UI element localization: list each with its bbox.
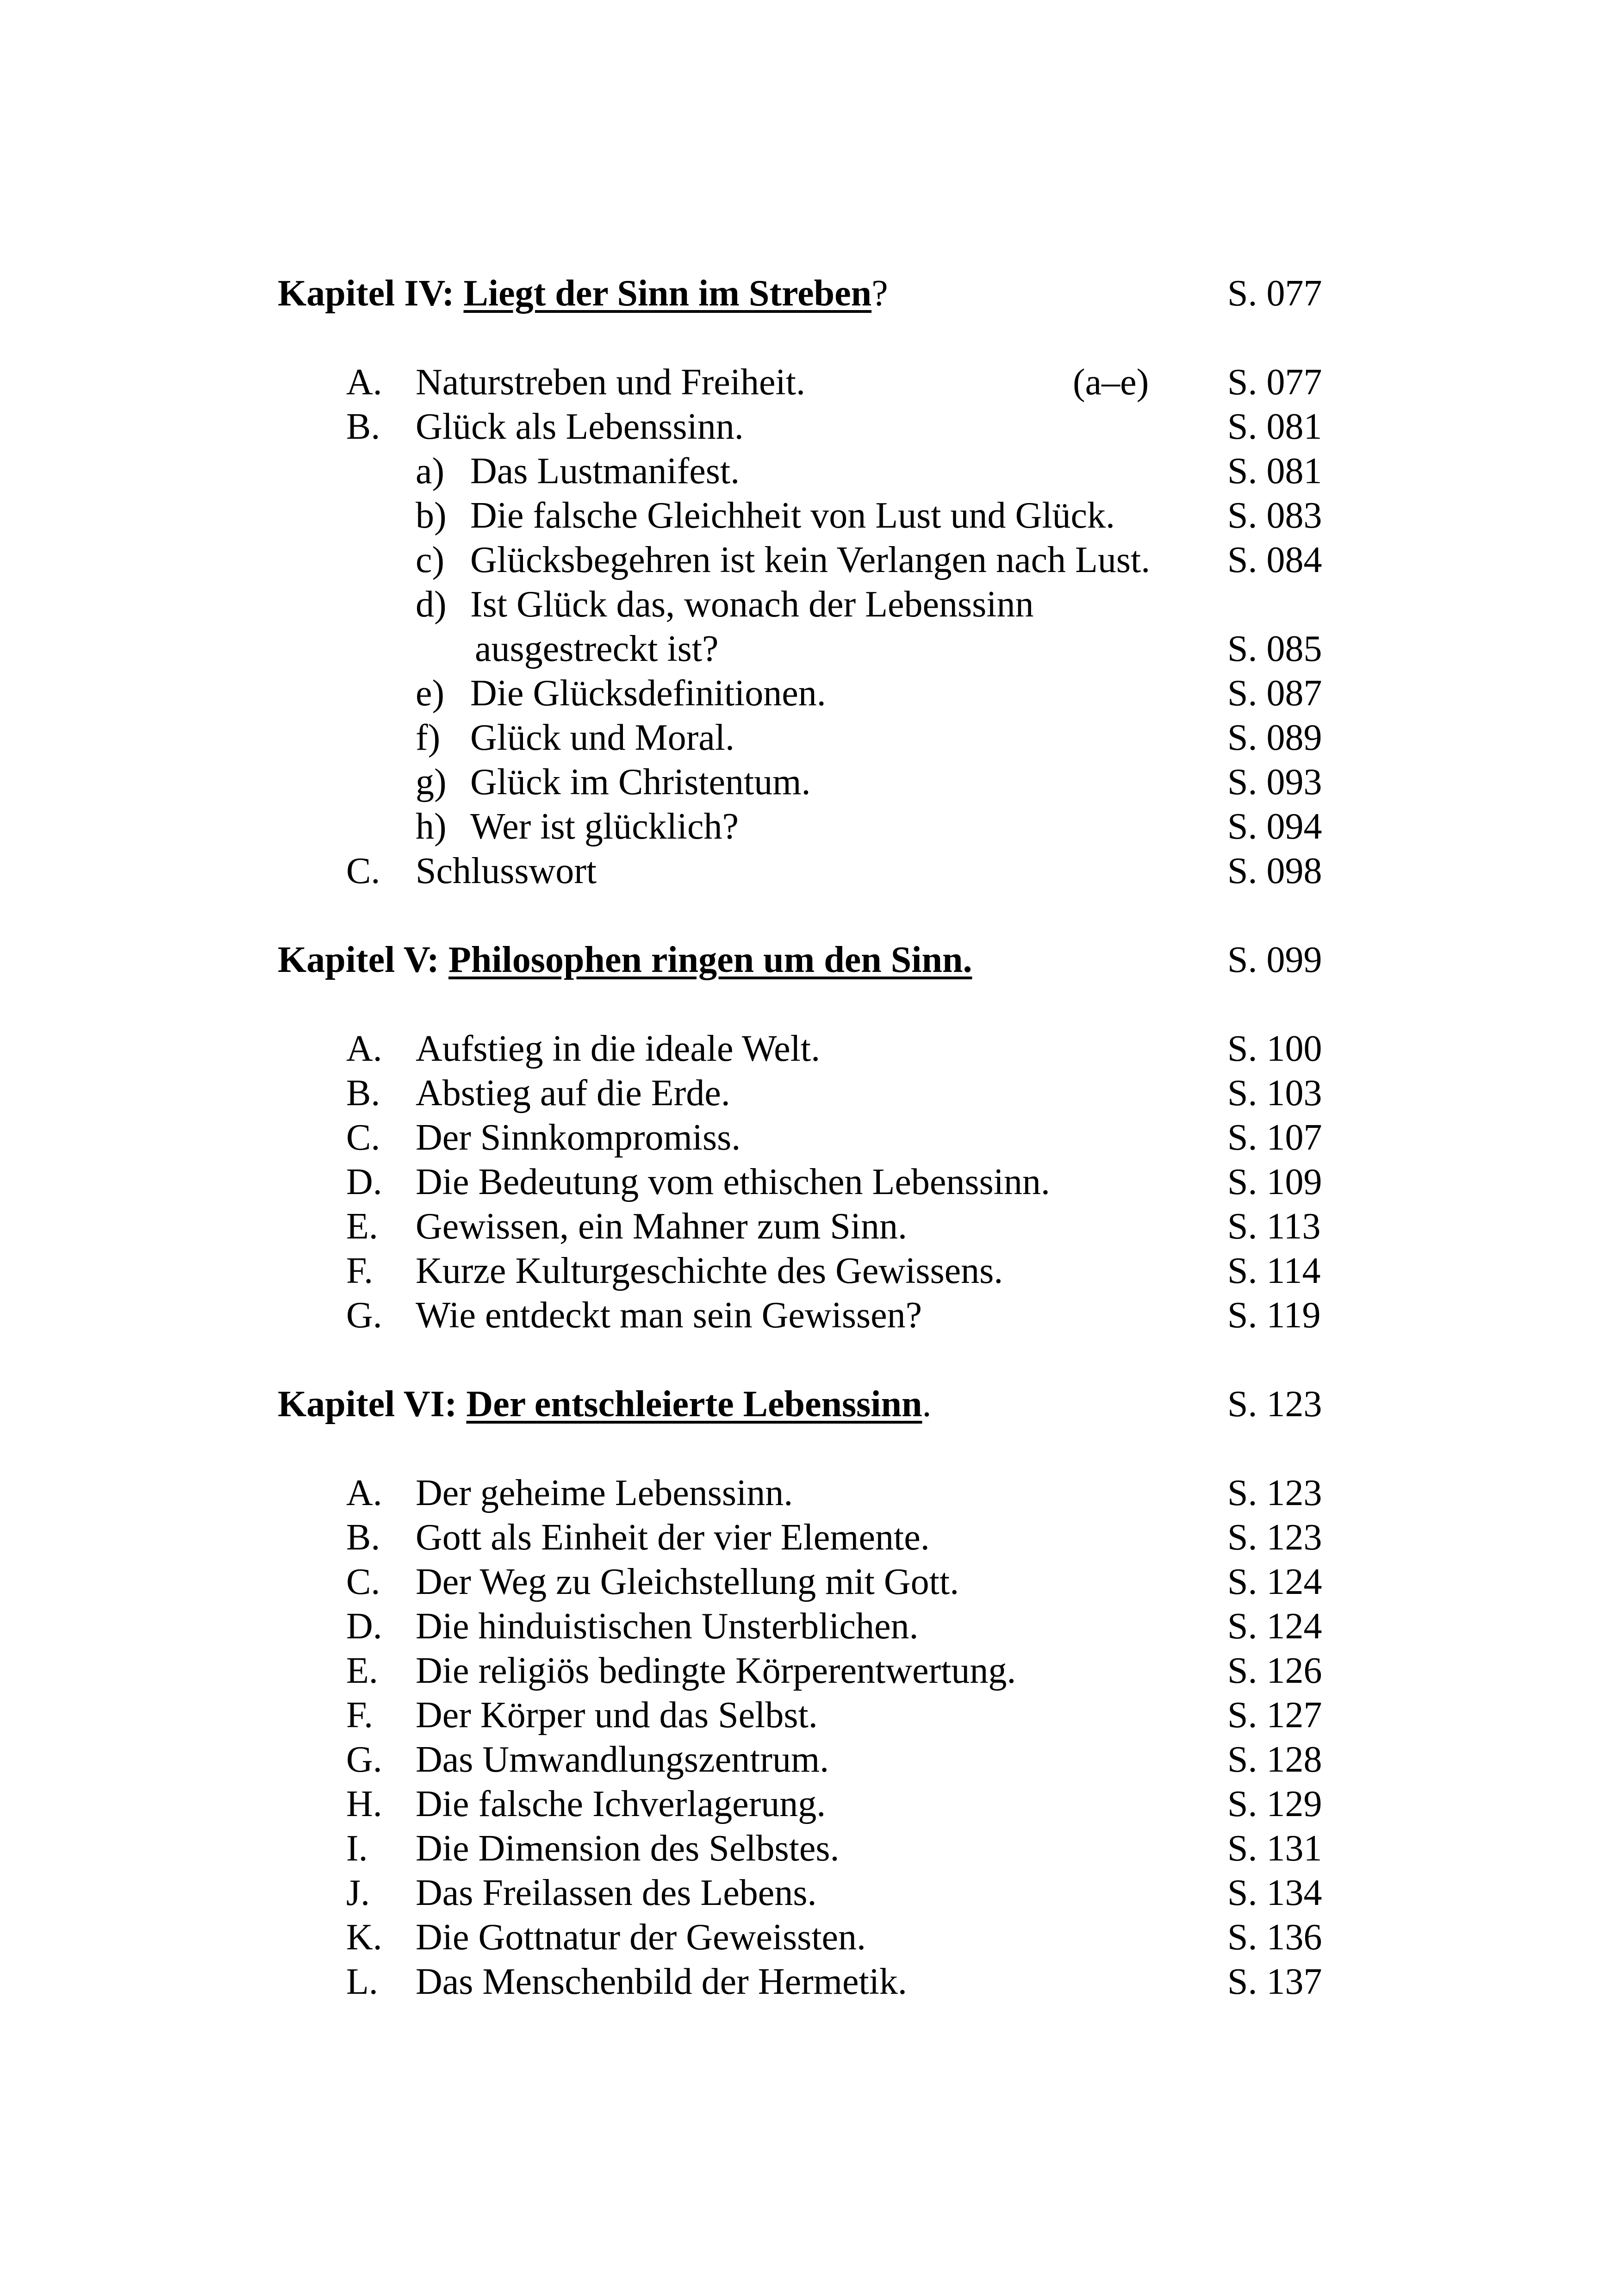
toc-entry <box>0 1960 1618 2004</box>
toc-entry <box>0 1160 1618 1204</box>
entry-title: Die hinduistischen Unsterblichen. <box>416 1606 919 1647</box>
page-number: S. 100 <box>1227 1028 1322 1069</box>
entry-letter: G. <box>346 1295 382 1336</box>
entry-title: Naturstreben und Freiheit. <box>416 362 805 403</box>
page-number: S. 123 <box>1227 1517 1322 1558</box>
subentry-letter: d) <box>416 584 447 625</box>
toc-entry <box>0 1471 1618 1515</box>
toc-entry <box>0 1693 1618 1737</box>
toc-entry <box>0 1737 1618 1782</box>
entry-letter: F. <box>346 1251 373 1291</box>
entry-letter: C. <box>346 1562 380 1602</box>
toc-entry <box>0 1826 1618 1871</box>
subentry-title: Wer ist glücklich? <box>470 806 739 847</box>
entry-letter: J. <box>346 1873 370 1913</box>
toc-entry <box>0 1204 1618 1249</box>
entry-continuation: ausgestreckt ist? <box>475 628 719 669</box>
page-number: S. 124 <box>1227 1562 1322 1602</box>
entry-letter: B. <box>346 1517 380 1558</box>
entry-letter: F. <box>346 1695 373 1736</box>
entry-title: Der geheime Lebenssinn. <box>416 1473 793 1513</box>
entry-letter: C. <box>346 1117 380 1158</box>
entry-letter: C. <box>346 851 380 891</box>
entry-letter: G. <box>346 1739 382 1780</box>
page-number: S. 129 <box>1227 1784 1322 1824</box>
entry-letter: A. <box>346 1028 382 1069</box>
toc-entry <box>0 671 1618 716</box>
subentry-title: Das Lustmanifest. <box>470 451 740 492</box>
page-number: S. 089 <box>1227 717 1322 758</box>
chapter-name: Liegt der Sinn im Streben <box>463 273 872 314</box>
page-number: S. 077 <box>1227 362 1322 403</box>
entry-letter: B. <box>346 406 380 447</box>
chapter-label: Kapitel VI: <box>278 1384 467 1425</box>
page-number: S. 081 <box>1227 406 1322 447</box>
toc-entry <box>0 449 1618 493</box>
page-number: S. 134 <box>1227 1873 1322 1913</box>
entry-title: Das Umwandlungszentrum. <box>416 1739 829 1780</box>
toc-entry <box>0 716 1618 760</box>
page-number: S. 131 <box>1227 1828 1322 1869</box>
toc-entry <box>0 493 1618 538</box>
toc-entry <box>0 404 1618 449</box>
toc-entry <box>0 538 1618 582</box>
page-number: S. 077 <box>1227 273 1322 314</box>
subentry-letter: e) <box>416 673 445 714</box>
subentry-title: Glück im Christentum. <box>470 762 811 803</box>
entry-letter: I. <box>346 1828 368 1869</box>
page-number: S. 123 <box>1227 1473 1322 1513</box>
page-number: S. 087 <box>1227 673 1322 714</box>
subentry-letter: c) <box>416 540 445 580</box>
entry-letter: D. <box>346 1162 382 1202</box>
entry-title: Gott als Einheit der vier Elemente. <box>416 1517 930 1558</box>
entry-title: Abstieg auf die Erde. <box>416 1073 730 1114</box>
entry-title: Die falsche Ichverlagerung. <box>416 1784 826 1824</box>
toc-entry <box>0 849 1618 893</box>
page-number: S. 084 <box>1227 540 1322 580</box>
page-number: S. 127 <box>1227 1695 1322 1736</box>
toc-entry <box>0 582 1618 627</box>
entry-title: Gewissen, ein Mahner zum Sinn. <box>416 1206 908 1247</box>
subentry-letter: f) <box>416 717 441 758</box>
toc-entry <box>0 360 1618 404</box>
toc-entry <box>0 1027 1618 1071</box>
toc-entry <box>0 1071 1618 1115</box>
chapter-punctuation: . <box>922 1384 932 1425</box>
subentry-title: Glücksbegehren ist kein Verlangen nach Lust. <box>470 540 1151 580</box>
entry-letter: E. <box>346 1206 378 1247</box>
subentry-title: Die falsche Gleichheit von Lust und Glück. <box>470 495 1115 536</box>
entry-title: Das Menschenbild der Hermetik. <box>416 1961 907 2002</box>
page-number: S. 114 <box>1227 1251 1321 1291</box>
toc-entry <box>0 627 1618 671</box>
entry-letter: H. <box>346 1784 382 1824</box>
page-number: S. 103 <box>1227 1073 1322 1114</box>
page-number: S. 119 <box>1227 1295 1321 1336</box>
chapter-heading <box>0 1382 1618 1426</box>
entry-title: Der Sinnkompromiss. <box>416 1117 741 1158</box>
toc-entry <box>0 760 1618 804</box>
toc-entry <box>0 1293 1618 1338</box>
chapter-title <box>278 1382 932 1426</box>
entry-title: Kurze Kulturgeschichte des Gewissens. <box>416 1251 1003 1291</box>
subentry-letter: h) <box>416 806 447 847</box>
page-number: S. 081 <box>1227 451 1322 492</box>
chapter-heading <box>0 938 1618 982</box>
entry-letter: L. <box>346 1961 378 2002</box>
subentry-letter: g) <box>416 762 447 803</box>
page-number: S. 098 <box>1227 851 1322 891</box>
chapter-title <box>278 938 972 982</box>
entry-title: Die religiös bedingte Körperentwertung. <box>416 1650 1016 1691</box>
toc-entry <box>0 1649 1618 1693</box>
chapter-label: Kapitel IV: <box>278 273 464 314</box>
entry-title: Die Gottnatur der Geweissten. <box>416 1917 866 1958</box>
page-number: S. 094 <box>1227 806 1322 847</box>
toc-entry <box>0 1871 1618 1915</box>
entry-title: Der Körper und das Selbst. <box>416 1695 818 1736</box>
page-number: S. 085 <box>1227 628 1322 669</box>
chapter-label: Kapitel V: <box>278 940 448 980</box>
entry-title: Die Dimension des Selbstes. <box>416 1828 840 1869</box>
entry-letter: K. <box>346 1917 382 1958</box>
entry-title: Glück als Lebenssinn. <box>416 406 744 447</box>
subentry-letter: a) <box>416 451 445 492</box>
toc-entry <box>0 1515 1618 1560</box>
toc-entry <box>0 804 1618 849</box>
entry-range: (a–e) <box>1073 362 1149 403</box>
entry-title: Die Bedeutung vom ethischen Lebenssinn. <box>416 1162 1050 1202</box>
entry-letter: E. <box>346 1650 378 1691</box>
subentry-title: Ist Glück das, wonach der Lebenssinn <box>470 584 1034 625</box>
entry-title: Der Weg zu Gleichstellung mit Gott. <box>416 1562 959 1602</box>
page-number: S. 124 <box>1227 1606 1322 1647</box>
toc-entry <box>0 1115 1618 1160</box>
toc-entry <box>0 1782 1618 1826</box>
entry-letter: B. <box>346 1073 380 1114</box>
chapter-heading <box>0 271 1618 316</box>
entry-title: Schlusswort <box>416 851 597 891</box>
page-number: S. 107 <box>1227 1117 1322 1158</box>
entry-letter: D. <box>346 1606 382 1647</box>
entry-title: Aufstieg in die ideale Welt. <box>416 1028 821 1069</box>
page-number: S. 093 <box>1227 762 1322 803</box>
page-number: S. 126 <box>1227 1650 1322 1691</box>
page-number: S. 123 <box>1227 1384 1322 1425</box>
toc-entry <box>0 1915 1618 1960</box>
subentry-title: Glück und Moral. <box>470 717 735 758</box>
toc-entry <box>0 1560 1618 1604</box>
entry-title: Das Freilassen des Lebens. <box>416 1873 817 1913</box>
chapter-name: Der entschleierte Lebenssinn <box>466 1384 922 1425</box>
toc-entry <box>0 1604 1618 1649</box>
page-number: S. 109 <box>1227 1162 1322 1202</box>
page-number: S. 136 <box>1227 1917 1322 1958</box>
chapter-title <box>278 271 888 316</box>
chapter-punctuation: ? <box>871 273 888 314</box>
page-number: S. 113 <box>1227 1206 1321 1247</box>
subentry-letter: b) <box>416 495 447 536</box>
toc-entry <box>0 1249 1618 1293</box>
page-number: S. 128 <box>1227 1739 1322 1780</box>
entry-letter: A. <box>346 362 382 403</box>
page-number: S. 083 <box>1227 495 1322 536</box>
page-number: S. 137 <box>1227 1961 1322 2002</box>
entry-letter: A. <box>346 1473 382 1513</box>
entry-title: Wie entdeckt man sein Gewissen? <box>416 1295 922 1336</box>
chapter-name: Philosophen ringen um den Sinn. <box>448 940 972 980</box>
page-number: S. 099 <box>1227 940 1322 980</box>
subentry-title: Die Glücksdefinitionen. <box>470 673 826 714</box>
